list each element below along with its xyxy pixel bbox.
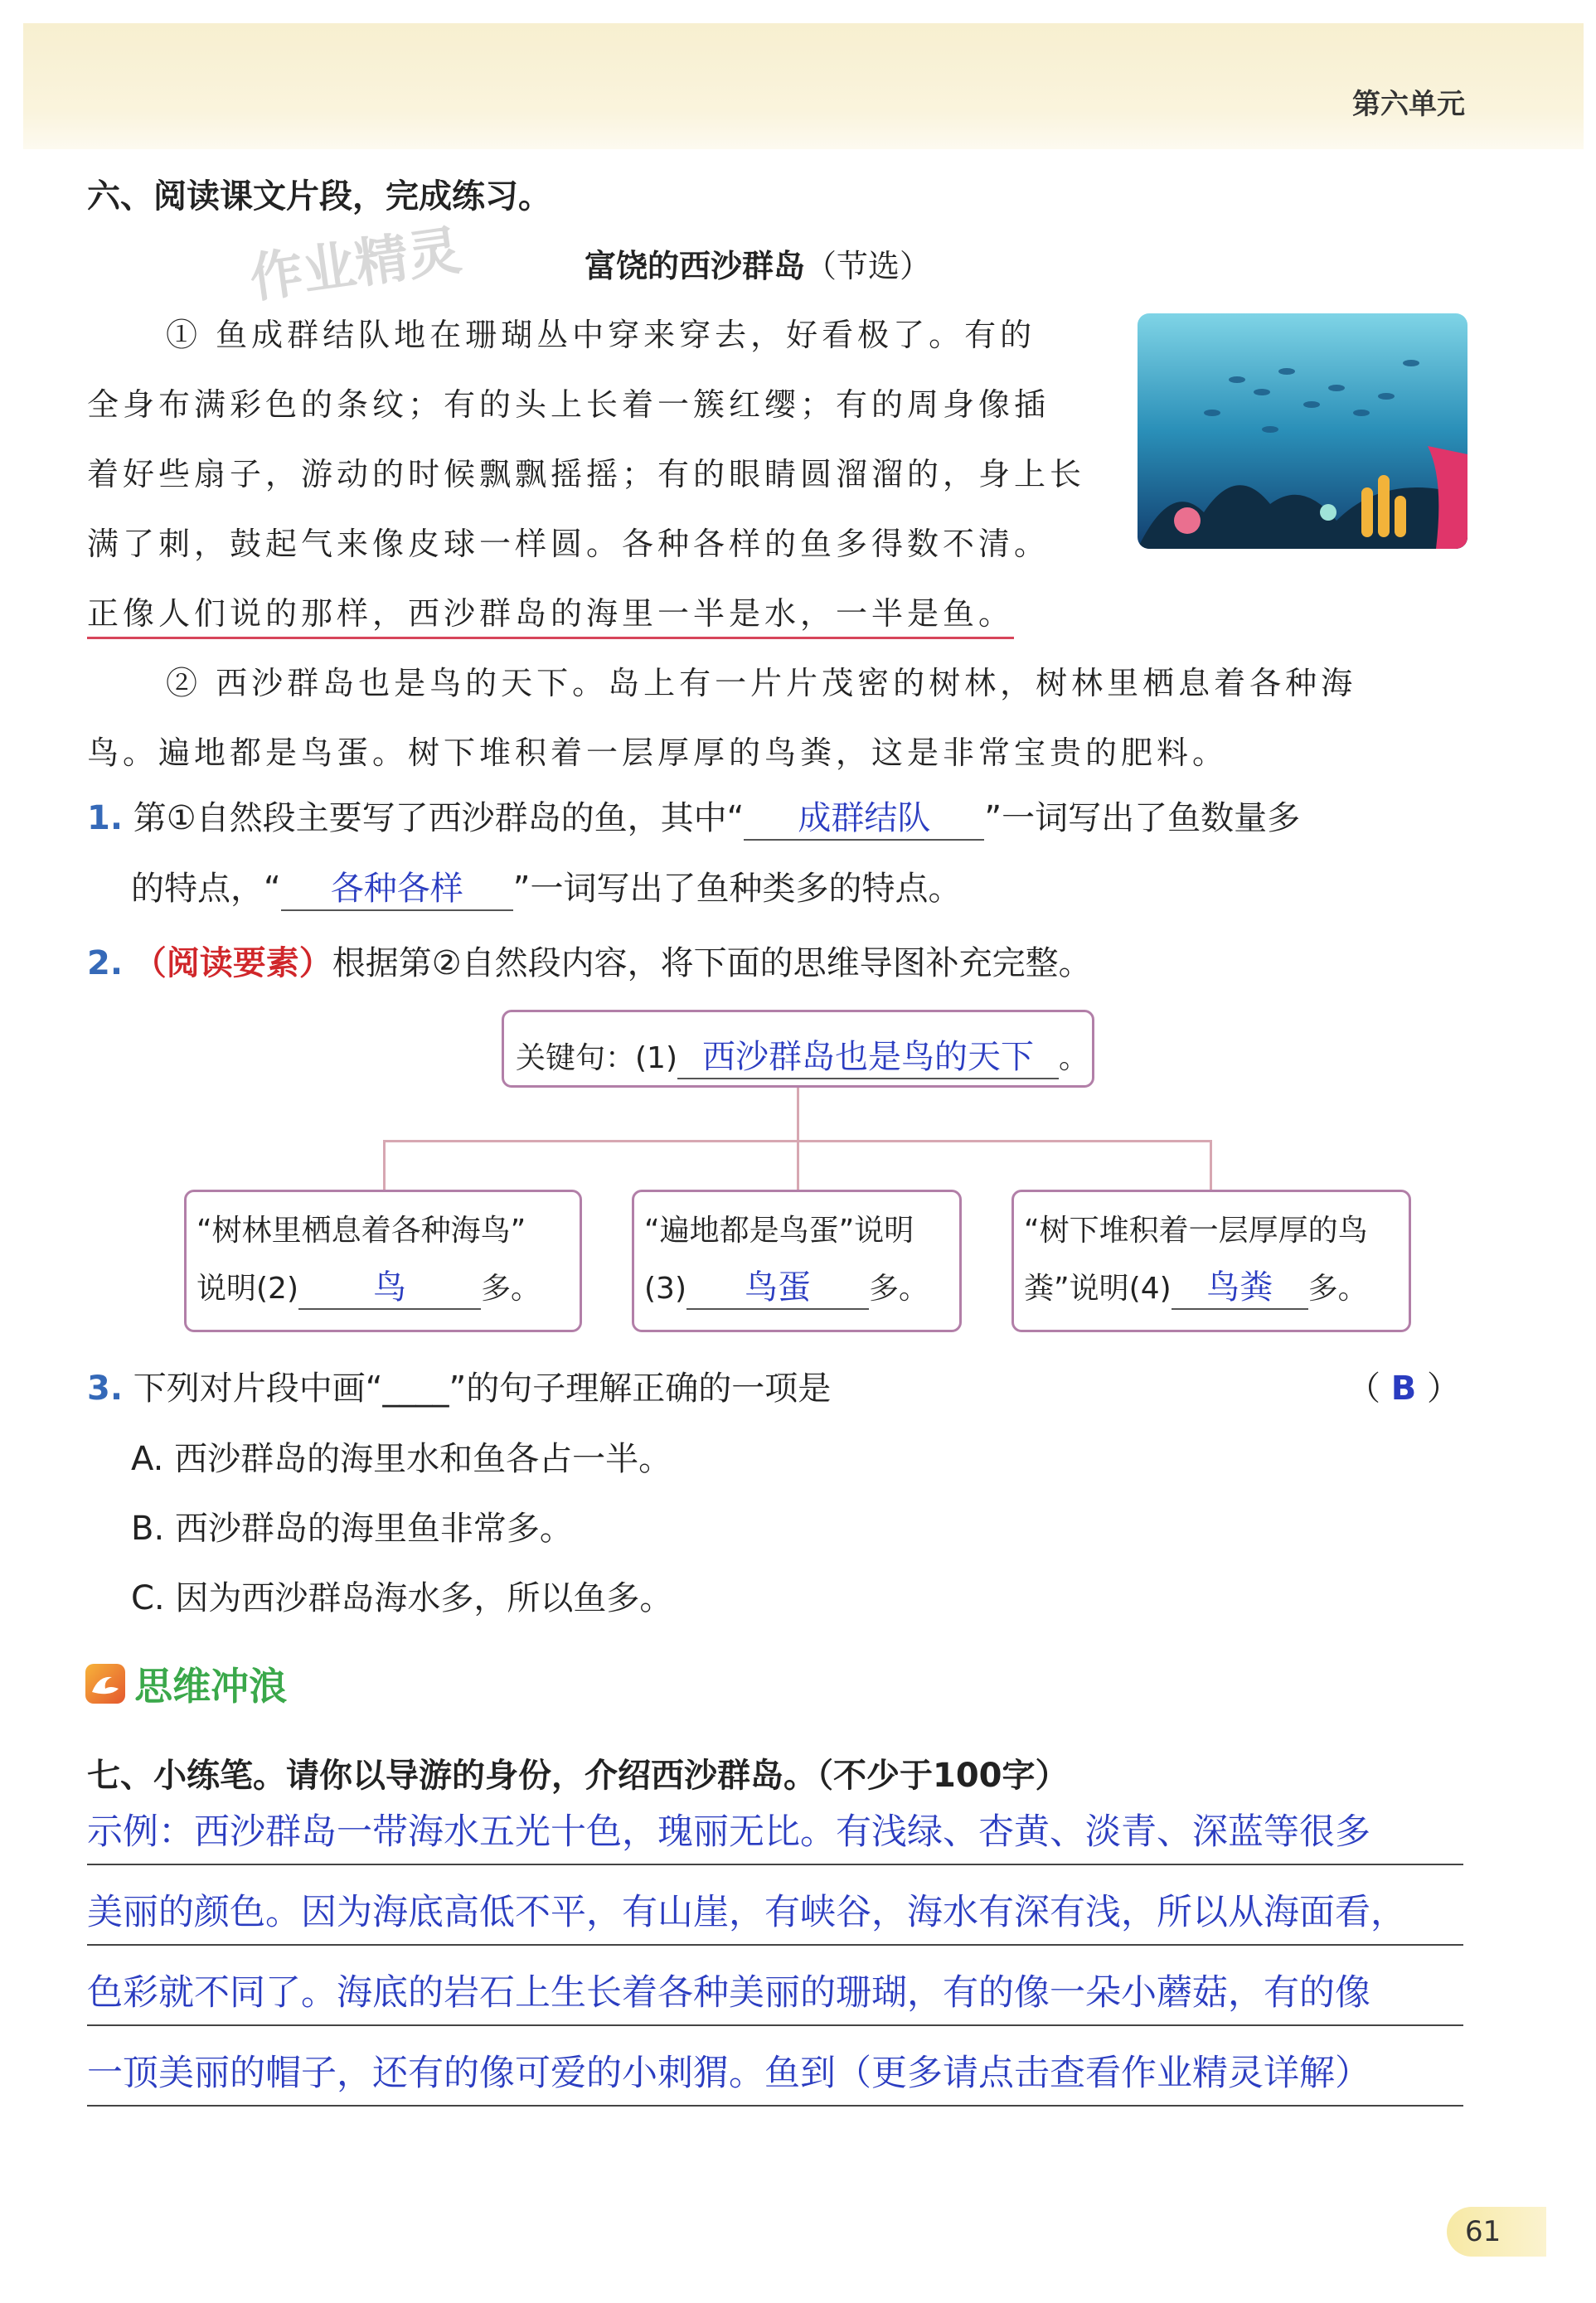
question-1-text-b: ”一词写出了鱼数量多 xyxy=(984,799,1301,837)
coral-reef-illustration xyxy=(1138,313,1467,549)
writing-line-2[interactable]: 美丽的颜色。因为海底高低不平，有山崖，有峡谷，海水有深有浅，所以从海面看， xyxy=(87,1886,1463,1946)
box-1-line-1: “树林里栖息着各种海鸟” xyxy=(196,1214,526,1248)
box-2-label: (3) xyxy=(644,1272,686,1306)
box-1-line-2 xyxy=(196,1261,580,1310)
passage-p2-line-1: ② 西沙群岛也是鸟的天下。岛上有一片片茂密的树林，树林里栖息着各种海 xyxy=(166,665,1357,701)
mindmap-box-1 xyxy=(184,1190,582,1332)
page-header-band xyxy=(23,23,1584,149)
mindmap-box-2 xyxy=(632,1190,962,1332)
passage-note: （节选） xyxy=(805,248,932,284)
box-3-label: 粪”说明(4) xyxy=(1024,1272,1172,1306)
key-sentence-end: 。 xyxy=(1059,1041,1089,1075)
question-1-text-c: 的特点，“ xyxy=(131,870,281,908)
question-3-answer[interactable]: B xyxy=(1390,1370,1417,1408)
question-2 xyxy=(87,937,1092,984)
key-sentence-answer[interactable]: 西沙群岛也是鸟的天下 xyxy=(677,1030,1059,1079)
passage-p1-line-5-underlined: 正像人们说的那样，西沙群岛的海里一半是水，一半是鱼。 xyxy=(87,588,1014,639)
section6-title: 六、阅读课文片段，完成练习。 xyxy=(87,177,551,216)
writing-line-4[interactable]: 一顶美丽的帽子，还有的像可爱的小刺猬。鱼到（更多请点击查看作业精灵详解） xyxy=(87,2047,1463,2107)
passage-title-row xyxy=(585,240,931,286)
option-c: C. 因为西沙群岛海水多，所以鱼多。 xyxy=(131,1579,673,1617)
question-1 xyxy=(87,792,1300,841)
mindmap-connector-right xyxy=(1210,1140,1212,1191)
passage-title: 富饶的西沙群岛 xyxy=(585,248,806,284)
mindmap-box-3 xyxy=(1011,1190,1411,1332)
box-2-answer[interactable]: 鸟蛋 xyxy=(686,1261,869,1310)
mindmap-key-sentence-box xyxy=(502,1010,1094,1088)
question-1-answer-b[interactable]: 各种各样 xyxy=(281,862,513,911)
question-1-number: 1. xyxy=(87,799,124,837)
box-1-end: 多。 xyxy=(481,1272,541,1306)
question-1-answer-a[interactable]: 成群结队 xyxy=(744,792,984,841)
box-3-end: 多。 xyxy=(1307,1272,1368,1306)
question-3-answer-slot xyxy=(1347,1362,1460,1409)
passage-p1-line-3: 着好些扇子，游动的时候飘飘摇摇；有的眼睛圆溜溜的，身上长 xyxy=(87,456,1086,492)
passage-p1-line-4: 满了刺，鼓起气来像皮球一样圆。各种各样的鱼多得数不清。 xyxy=(87,526,1050,562)
box-3-answer[interactable]: 鸟粪 xyxy=(1172,1261,1308,1310)
unit-label: 第六单元 xyxy=(1352,88,1465,121)
writing-line-1[interactable]: 示例：西沙群岛一带海水五光十色，瑰丽无比。有浅绿、杏黄、淡青、深蓝等很多 xyxy=(87,1806,1463,1865)
box-2-line-1: “遍地都是鸟蛋”说明 xyxy=(644,1214,914,1248)
think-section-title: 思维冲浪 xyxy=(134,1664,288,1709)
passage-p1-line-2: 全身布满彩色的条纹；有的头上长着一簇红缨；有的周身像插 xyxy=(87,386,1050,423)
writing-line-3[interactable]: 色彩就不同了。海底的岩石上生长着各种美丽的珊瑚，有的像一朵小蘑菇，有的像 xyxy=(87,1966,1463,2026)
question-2-text: 根据第②自然段内容，将下面的思维导图补充完整。 xyxy=(332,944,1092,982)
box-2-line-2 xyxy=(644,1261,959,1310)
question-2-number: 2. xyxy=(87,944,124,982)
box-3-line-2 xyxy=(1024,1261,1409,1310)
wave-icon xyxy=(85,1664,125,1704)
question-1-text-a: 第①自然段主要写了西沙群岛的鱼，其中“ xyxy=(133,799,745,837)
box-2-end: 多。 xyxy=(869,1272,929,1306)
page-number: 61 xyxy=(1447,2207,1546,2257)
box-1-label: 说明(2) xyxy=(196,1272,298,1306)
question-1-line-2 xyxy=(131,862,961,911)
watermark: 作业精灵 xyxy=(245,220,465,311)
option-b: B. 西沙群岛的海里鱼非常多。 xyxy=(131,1510,573,1548)
section7-title: 七、小练笔。请你以导游的身份，介绍西沙群岛。（不少于100字） xyxy=(87,1757,1069,1795)
key-sentence-label: 关键句：(1) xyxy=(516,1041,677,1075)
box-3-line-1: “树下堆积着一层厚厚的鸟 xyxy=(1024,1214,1368,1248)
question-3-number: 3. xyxy=(87,1370,124,1408)
option-a: A. 西沙群岛的海里水和鱼各占一半。 xyxy=(131,1440,672,1478)
mindmap-connector-left xyxy=(383,1140,386,1191)
mindmap-connector-trunk xyxy=(797,1088,799,1141)
question-3-paren-right: ） xyxy=(1427,1370,1460,1408)
passage-p2-line-2: 鸟。遍地都是鸟蛋。树下堆积着一层厚厚的鸟粪，这是非常宝贵的肥料。 xyxy=(87,735,1229,771)
think-section-header xyxy=(85,1656,287,1711)
question-3-paren-left: （ xyxy=(1347,1370,1380,1408)
question-3-text: 下列对片段中画“____”的句子理解正确的一项是 xyxy=(133,1370,832,1408)
question-3 xyxy=(87,1362,831,1409)
question-1-text-d: ”一词写出了鱼种类多的特点。 xyxy=(512,870,962,908)
box-1-answer[interactable]: 鸟 xyxy=(298,1261,481,1310)
passage-p1-line-1: ① 鱼成群结队地在珊瑚丛中穿来穿去，好看极了。有的 xyxy=(166,317,1036,353)
mindmap-connector-mid xyxy=(797,1140,799,1191)
question-2-tag: （阅读要素） xyxy=(133,944,332,982)
